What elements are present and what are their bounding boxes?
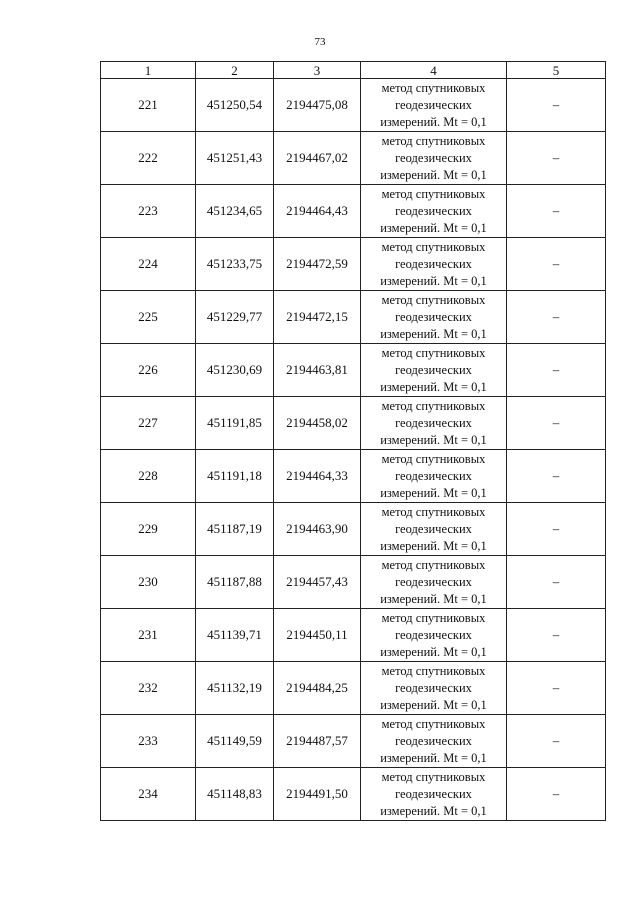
point-number-cell: 225 — [101, 291, 196, 344]
table-row — [101, 662, 606, 715]
table-row — [101, 79, 606, 132]
method-line: метод спутниковых — [381, 451, 486, 466]
note-cell: – — [507, 238, 606, 291]
table-row — [101, 238, 606, 291]
coordinate-x-cell: 451187,19 — [196, 503, 274, 556]
method-line: метод спутниковых — [381, 398, 486, 413]
method-line: геодезических — [395, 680, 472, 695]
note-cell: – — [507, 662, 606, 715]
method-line: геодезических — [395, 733, 472, 748]
coordinate-x-cell: 451132,19 — [196, 662, 274, 715]
point-number-cell: 221 — [101, 79, 196, 132]
note-cell: – — [507, 715, 606, 768]
method-cell — [361, 397, 507, 450]
method-line: геодезических — [395, 362, 472, 377]
method-line: метод спутниковых — [381, 80, 486, 95]
coordinate-x-cell: 451229,77 — [196, 291, 274, 344]
method-line: геодезических — [395, 415, 472, 430]
table-row — [101, 397, 606, 450]
coordinate-x-cell: 451250,54 — [196, 79, 274, 132]
method-line: геодезических — [395, 574, 472, 589]
method-line: геодезических — [395, 150, 472, 165]
coordinates-table — [100, 61, 606, 821]
point-number-cell: 233 — [101, 715, 196, 768]
column-header-2: 2 — [196, 62, 274, 79]
point-number-cell: 229 — [101, 503, 196, 556]
coordinate-x-cell: 451139,71 — [196, 609, 274, 662]
method-line: измерений. Mt = 0,1 — [380, 220, 487, 235]
method-line: метод спутниковых — [381, 345, 486, 360]
coordinate-x-cell: 451233,75 — [196, 238, 274, 291]
coordinate-y-cell: 2194458,02 — [274, 397, 361, 450]
note-cell: – — [507, 556, 606, 609]
table-row — [101, 291, 606, 344]
method-cell — [361, 556, 507, 609]
point-number-cell: 231 — [101, 609, 196, 662]
method-line: измерений. Mt = 0,1 — [380, 591, 487, 606]
note-cell: – — [507, 450, 606, 503]
method-line: геодезических — [395, 786, 472, 801]
coordinate-x-cell: 451230,69 — [196, 344, 274, 397]
point-number-cell: 230 — [101, 556, 196, 609]
coordinate-y-cell: 2194487,57 — [274, 715, 361, 768]
method-cell — [361, 132, 507, 185]
point-number-cell: 228 — [101, 450, 196, 503]
point-number-cell: 226 — [101, 344, 196, 397]
coordinate-x-cell: 451191,18 — [196, 450, 274, 503]
method-cell — [361, 185, 507, 238]
note-cell: – — [507, 79, 606, 132]
coordinate-y-cell: 2194472,15 — [274, 291, 361, 344]
method-line: метод спутниковых — [381, 186, 486, 201]
coordinate-x-cell: 451148,83 — [196, 768, 274, 821]
coordinate-y-cell: 2194472,59 — [274, 238, 361, 291]
coordinate-x-cell: 451234,65 — [196, 185, 274, 238]
note-cell: – — [507, 503, 606, 556]
method-line: измерений. Mt = 0,1 — [380, 379, 487, 394]
method-cell — [361, 344, 507, 397]
method-line: измерений. Mt = 0,1 — [380, 803, 487, 818]
point-number-cell: 232 — [101, 662, 196, 715]
table-row — [101, 132, 606, 185]
note-cell: – — [507, 609, 606, 662]
method-line: геодезических — [395, 627, 472, 642]
table-row — [101, 768, 606, 821]
method-line: геодезических — [395, 97, 472, 112]
note-cell: – — [507, 397, 606, 450]
table-row — [101, 503, 606, 556]
method-line: геодезических — [395, 468, 472, 483]
table-row — [101, 450, 606, 503]
method-cell — [361, 450, 507, 503]
method-line: метод спутниковых — [381, 504, 486, 519]
method-cell — [361, 662, 507, 715]
coordinate-x-cell: 451187,88 — [196, 556, 274, 609]
coordinate-x-cell: 451149,59 — [196, 715, 274, 768]
method-line: метод спутниковых — [381, 663, 486, 678]
coordinate-y-cell: 2194484,25 — [274, 662, 361, 715]
note-cell: – — [507, 291, 606, 344]
table-row — [101, 344, 606, 397]
point-number-cell: 222 — [101, 132, 196, 185]
column-header-5: 5 — [507, 62, 606, 79]
method-line: метод спутниковых — [381, 133, 486, 148]
coordinate-y-cell: 2194464,33 — [274, 450, 361, 503]
method-line: измерений. Mt = 0,1 — [380, 326, 487, 341]
method-line: измерений. Mt = 0,1 — [380, 432, 487, 447]
method-line: метод спутниковых — [381, 769, 486, 784]
method-line: метод спутниковых — [381, 610, 486, 625]
method-line: измерений. Mt = 0,1 — [380, 750, 487, 765]
method-line: измерений. Mt = 0,1 — [380, 697, 487, 712]
method-cell — [361, 238, 507, 291]
coordinate-y-cell: 2194467,02 — [274, 132, 361, 185]
page-number: 73 — [314, 36, 326, 48]
coordinate-x-cell: 451251,43 — [196, 132, 274, 185]
method-line: метод спутниковых — [381, 292, 486, 307]
method-cell — [361, 291, 507, 344]
note-cell: – — [507, 344, 606, 397]
column-header-4: 4 — [361, 62, 507, 79]
point-number-cell: 223 — [101, 185, 196, 238]
table-row — [101, 185, 606, 238]
coordinate-x-cell: 451191,85 — [196, 397, 274, 450]
method-line: геодезических — [395, 521, 472, 536]
method-line: метод спутниковых — [381, 716, 486, 731]
method-line: измерений. Mt = 0,1 — [380, 485, 487, 500]
method-cell — [361, 503, 507, 556]
method-cell — [361, 715, 507, 768]
method-cell — [361, 768, 507, 821]
table-header-row — [101, 62, 606, 79]
point-number-cell: 224 — [101, 238, 196, 291]
method-line: геодезических — [395, 203, 472, 218]
coordinate-y-cell: 2194457,43 — [274, 556, 361, 609]
method-cell — [361, 609, 507, 662]
note-cell: – — [507, 132, 606, 185]
method-line: измерений. Mt = 0,1 — [380, 167, 487, 182]
coordinate-y-cell: 2194464,43 — [274, 185, 361, 238]
coordinate-y-cell: 2194491,50 — [274, 768, 361, 821]
method-line: измерений. Mt = 0,1 — [380, 644, 487, 659]
note-cell: – — [507, 768, 606, 821]
method-line: измерений. Mt = 0,1 — [380, 273, 487, 288]
method-line: метод спутниковых — [381, 239, 486, 254]
table-row — [101, 556, 606, 609]
coordinate-y-cell: 2194463,90 — [274, 503, 361, 556]
column-header-3: 3 — [274, 62, 361, 79]
table-row — [101, 609, 606, 662]
method-line: измерений. Mt = 0,1 — [380, 538, 487, 553]
note-cell: – — [507, 185, 606, 238]
method-line: геодезических — [395, 256, 472, 271]
coordinate-y-cell: 2194450,11 — [274, 609, 361, 662]
method-line: метод спутниковых — [381, 557, 486, 572]
coordinate-y-cell: 2194475,08 — [274, 79, 361, 132]
point-number-cell: 234 — [101, 768, 196, 821]
method-line: геодезических — [395, 309, 472, 324]
point-number-cell: 227 — [101, 397, 196, 450]
column-header-1: 1 — [101, 62, 196, 79]
coordinate-y-cell: 2194463,81 — [274, 344, 361, 397]
method-cell — [361, 79, 507, 132]
table-body — [101, 79, 606, 821]
method-line: измерений. Mt = 0,1 — [380, 114, 487, 129]
table-row — [101, 715, 606, 768]
